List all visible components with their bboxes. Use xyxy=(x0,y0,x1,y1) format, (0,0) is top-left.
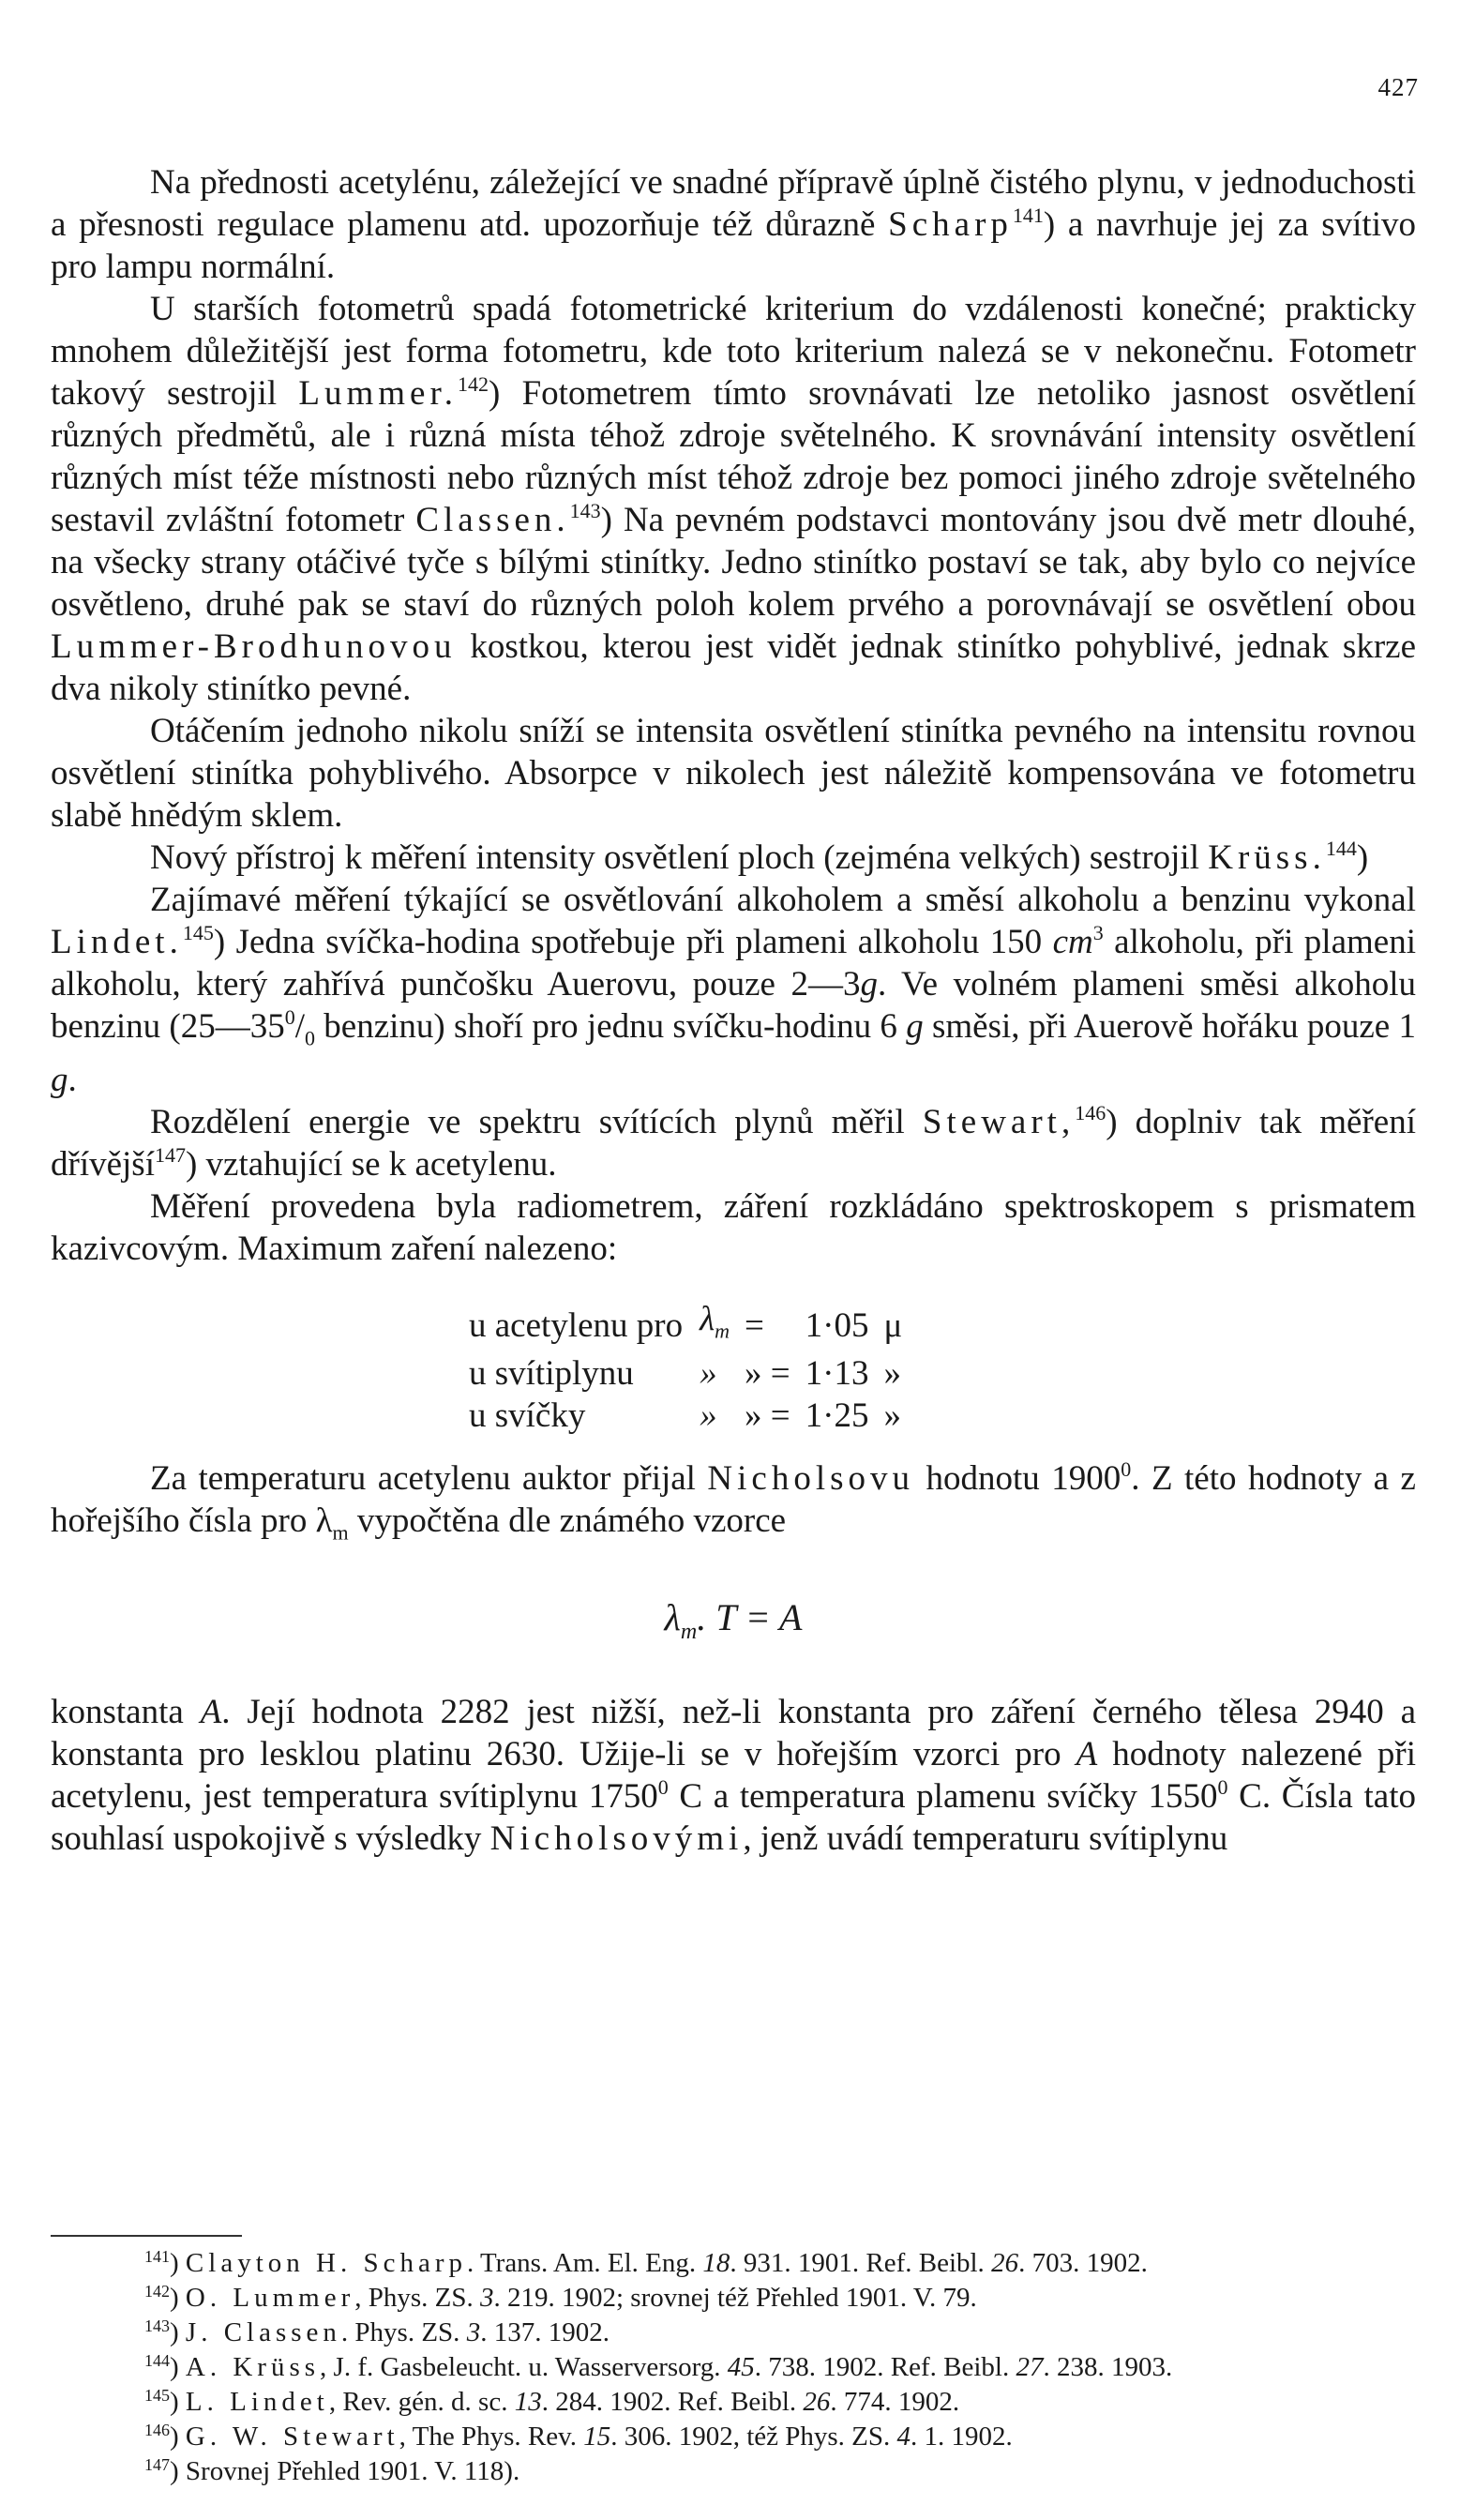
text-segment: ) Na pevném podstavci montovány jsou dvě metr dlouhé, na všecky strany otáčivé tyče s bílými stinítky. Jedno stinítko postaví se tak, aby bylo co nejvíce osvětleno, druhé pak se staví do různých poloh kolem prvého a porovnávají se osvětlení obou xyxy=(51,501,1416,624)
text-segment: Lindet. xyxy=(51,923,183,961)
footnote xyxy=(51,2385,1416,2420)
text-segment: 0 xyxy=(305,1026,316,1050)
paragraphs-after-block xyxy=(51,1457,1416,1553)
text-segment: C a temperatura plamenu svíčky 1550 xyxy=(668,1777,1218,1817)
text-segment: Clayton H. Scharp xyxy=(185,2248,467,2278)
text-segment: 141 xyxy=(144,2247,170,2266)
maxima-value-text: 1·05 xyxy=(805,1305,869,1345)
text-segment: . Trans. Am. El. Eng. xyxy=(466,2248,703,2278)
text-segment: C. Čísla tato souhlasí uspokojivě s výsledky xyxy=(51,1777,1416,1859)
paragraph xyxy=(51,1691,1416,1860)
text-segment: Otáčením jednoho nikolu sníží se intensita osvětlení stinítka pevného na intensitu rovnou osvětlení stinítka pohyblivého. Absorpce v nikolech jest náležitě kompensována ve fotometru slabě hnědým sklem. xyxy=(51,712,1416,835)
maxima-label-text: u acetylenu pro xyxy=(469,1305,684,1345)
text-segment: Nicholsovu xyxy=(707,1458,915,1498)
text-segment: . 1. 1902. xyxy=(911,2422,1013,2452)
text-segment: 3 xyxy=(466,2317,481,2347)
text-segment: , J. f. Gasbeleucht. u. Wasserversorg. xyxy=(320,2352,728,2382)
text-segment: ) doplniv tak měření dřívější xyxy=(51,1103,1416,1185)
maxima-label xyxy=(469,1395,692,1437)
text-segment: 0 xyxy=(1121,1456,1132,1481)
text-segment: 144 xyxy=(144,2351,170,2370)
text-segment: 147 xyxy=(144,2455,170,2474)
page-number: 427 xyxy=(1377,73,1419,101)
maxima-row xyxy=(469,1298,910,1351)
text-segment: . 703. 1902. xyxy=(1018,2248,1148,2278)
text-segment: 26 xyxy=(803,2387,831,2417)
text-segment: 3 xyxy=(480,2283,494,2313)
text-segment: 0 xyxy=(1217,1775,1228,1800)
paragraph xyxy=(51,837,1416,879)
text-segment: Lummer. xyxy=(298,374,459,413)
paragraph xyxy=(51,1101,1416,1185)
text-segment: Měření provedena byla radiometrem, záření rozkládáno spektroskopem s prismatem kazivcovým. Maximum zaření nalezeno: xyxy=(51,1187,1416,1269)
maxima-eq-text: » = xyxy=(745,1353,790,1393)
text-segment: kostkou, kterou jest vidět jednak stinítko pohyblivé, jednak skrze dva nikoly stinítko pevné. xyxy=(51,627,1416,708)
maxima-value xyxy=(798,1352,877,1395)
text-segment: Nový přístroj k měření intensity osvětlení ploch (zejména velkých) sestrojil xyxy=(150,838,1209,877)
text-segment: 146 xyxy=(144,2421,170,2439)
text-segment: 145 xyxy=(182,921,214,944)
text-segment: 143 xyxy=(144,2316,170,2335)
maxima-unit xyxy=(876,1298,910,1351)
formula-sub: m xyxy=(680,1620,698,1645)
text-segment: ) Jedna svíčka-hodina spotřebuje při plameni alkoholu 150 xyxy=(213,923,1053,961)
text-segment: . Ve volném plameni směsi alkoholu benzinu (25—35 xyxy=(51,965,1416,1046)
text-segment: ) xyxy=(170,2317,186,2347)
text-segment: ) xyxy=(170,2248,186,2278)
maxima-eq-text: = xyxy=(745,1305,764,1345)
maxima-label-text: u svítiplynu xyxy=(469,1353,634,1393)
maxima-unit-text: » xyxy=(883,1353,901,1393)
text-segment: . 137. 1902. xyxy=(480,2317,610,2347)
footnote-rule xyxy=(51,2235,242,2237)
paragraph xyxy=(51,1457,1416,1553)
text-segment: , Phys. ZS. xyxy=(354,2283,480,2313)
text-segment: Nicholsovými xyxy=(489,1819,744,1859)
footnote xyxy=(51,2281,1416,2316)
paragraph xyxy=(51,288,1416,710)
maxima-eq xyxy=(737,1352,798,1395)
text-segment: 45 xyxy=(727,2352,755,2382)
text-segment: J. Classen xyxy=(185,2317,341,2347)
footnote xyxy=(51,2420,1416,2454)
text-segment: směsi, při Auerově hořáku pouze 1 xyxy=(923,1007,1416,1046)
maxima-symbol-text: λ xyxy=(700,1300,715,1339)
text-segment: 142 xyxy=(144,2282,170,2301)
text-segment: ) vztahující se k acetylenu. xyxy=(185,1145,557,1185)
maxima-eq xyxy=(737,1298,798,1351)
text-segment: 13 xyxy=(514,2387,542,2417)
maxima-unit xyxy=(876,1395,910,1437)
text-segment: 142 xyxy=(458,372,489,396)
paragraphs-block xyxy=(51,161,1416,1270)
text-segment: A xyxy=(200,1693,222,1732)
text-segment: . 306. 1902, též Phys. ZS. xyxy=(610,2422,897,2452)
text-segment: A xyxy=(1076,1735,1098,1774)
formula xyxy=(51,1596,1416,1653)
text-segment: U starších fotometrů spadá fotometrické kriterium do vzdálenosti konečné; prakticky mnohem důležitější jest forma fotometru, kde toto kriterium nalezá se v nekonečnu. Fotometr takový sestrojil xyxy=(51,290,1416,413)
text-segment: ) a navrhuje jej za svítivo pro lampu normální. xyxy=(51,205,1416,286)
maxima-unit-text: » xyxy=(883,1396,901,1435)
text-segment: 145 xyxy=(144,2386,170,2405)
text-segment: , Rev. gén. d. sc. xyxy=(328,2387,515,2417)
text-segment: . 738. 1902. Ref. Beibl. xyxy=(754,2352,1016,2382)
text-segment: Za temperaturu acetylenu auktor přijal xyxy=(150,1458,708,1498)
text-segment: konstanta xyxy=(51,1693,201,1732)
maxima-symbol-text: » xyxy=(700,1353,717,1393)
maxima-value xyxy=(798,1298,877,1351)
text-segment: ) Srovnej Přehled 1901. V. 118). xyxy=(170,2456,520,2486)
text-segment: 4 xyxy=(896,2422,911,2452)
text-segment: . 774. 1902. xyxy=(830,2387,960,2417)
text-segment: , jenž uvádí temperaturu svítiplynu xyxy=(743,1819,1228,1859)
paragraph xyxy=(51,1185,1416,1270)
formula-rest: . T = A xyxy=(697,1596,803,1639)
text-segment: . 284. 1902. Ref. Beibl. xyxy=(541,2387,804,2417)
text-segment: 26 xyxy=(991,2248,1019,2278)
text-segment: Scharp xyxy=(888,205,1013,244)
maxima-table xyxy=(469,1298,910,1436)
text-segment: g xyxy=(906,1007,924,1046)
text-segment: 146 xyxy=(1075,1101,1106,1125)
text-segment: Rozdělení energie ve spektru svítících plynů měřil xyxy=(150,1103,923,1142)
text-segment: ) xyxy=(170,2387,186,2417)
maxima-unit xyxy=(876,1352,910,1395)
text-segment: 147 xyxy=(154,1143,186,1168)
maxima-label xyxy=(469,1352,692,1395)
footnote xyxy=(51,2454,1416,2489)
text-segment: . 238. 1903. xyxy=(1043,2352,1173,2382)
main-text xyxy=(51,161,1416,1860)
text-segment: Zajímavé měření týkající se osvětlování alkoholem a směsí alkoholu a benzinu vykonal xyxy=(150,881,1416,919)
text-segment: O. Lummer xyxy=(185,2283,355,2313)
text-segment: . Phys. ZS. xyxy=(340,2317,467,2347)
maxima-value-text: 1·25 xyxy=(805,1396,869,1435)
text-segment: G. W. Stewart xyxy=(185,2422,399,2452)
text-segment: 144 xyxy=(1325,837,1357,860)
text-segment: . xyxy=(68,1061,77,1100)
maxima-symbol xyxy=(692,1395,737,1437)
maxima-value xyxy=(798,1395,877,1437)
text-segment: 0 xyxy=(284,1005,295,1029)
text-segment: hodnotu 1900 xyxy=(914,1458,1121,1498)
paragraph xyxy=(51,161,1416,288)
text-segment: . 931. 1901. Ref. Beibl. xyxy=(730,2248,992,2278)
text-segment: alkoholu, při plameni alkoholu, který zahřívá punčošku Auerovu, pouze 2—3 xyxy=(51,923,1416,1003)
text-segment: Krüss. xyxy=(1208,838,1326,877)
text-segment: . 219. 1902; srovnej též Přehled 1901. V. 79. xyxy=(493,2283,977,2313)
footnote xyxy=(51,2350,1416,2385)
text-segment: Na přednosti acetylénu, záležející ve snadné přípravě úplně čistého plynu, v jednoduchosti a přesnosti regulace plamenu atd. upozorňuje též důrazně xyxy=(51,163,1416,244)
text-segment: 18 xyxy=(702,2248,730,2278)
maxima-value-text: 1·13 xyxy=(805,1353,869,1393)
text-segment: benzinu) shoří pro jednu svíčku-hodinu 6 xyxy=(315,1007,907,1046)
paragraphs-final-block xyxy=(51,1691,1416,1860)
maxima-eq-text: » = xyxy=(745,1396,790,1435)
maxima-symbol-text: » xyxy=(700,1396,717,1435)
text-segment: ) xyxy=(1356,838,1369,877)
text-segment: vypočtěna dle známého vzorce xyxy=(348,1501,787,1540)
footnotes xyxy=(51,2246,1416,2489)
maxima-sub-text: m xyxy=(715,1319,730,1343)
text-segment: ) Fotometrem tímto srovnávati lze netoliko jasnost osvětlení různých předmětů, ale i různá místa téhož zdroje světelného. K srovnávání intensity osvětlení různých míst téže místnosti nebo různých míst téhož zdroje bez pomoci jiného zdroje světelného sestavil zvláštní fotometr xyxy=(51,374,1416,539)
text-segment: ) xyxy=(170,2422,186,2452)
text-segment: 0 xyxy=(657,1775,669,1800)
text-segment: 15 xyxy=(583,2422,611,2452)
footnote xyxy=(51,2316,1416,2350)
text-segment: L. Lindet xyxy=(185,2387,329,2417)
text-segment: Classen. xyxy=(415,501,570,539)
maxima-label-text: u svíčky xyxy=(469,1396,586,1435)
formula-symbol: λ xyxy=(664,1596,681,1639)
maxima-unit-text: μ xyxy=(883,1305,903,1345)
maxima-symbol xyxy=(692,1352,737,1395)
text-segment: Stewart, xyxy=(922,1103,1076,1142)
text-segment: 143 xyxy=(569,499,601,522)
text-segment: g xyxy=(51,1061,68,1100)
maxima-symbol xyxy=(692,1298,737,1351)
text-segment: , The Phys. Rev. xyxy=(399,2422,584,2452)
text-segment: 3 xyxy=(1092,921,1104,944)
paragraph xyxy=(51,879,1416,1101)
text-segment: hodnoty nalezené při acetylenu, jest temperatura svítiplynu 1750 xyxy=(51,1735,1416,1817)
maxima-row xyxy=(469,1352,910,1395)
text-segment: A. Krüss xyxy=(185,2352,321,2382)
text-segment: m xyxy=(332,1520,349,1545)
text-segment: 141 xyxy=(1012,204,1044,227)
text-segment: . Její hodnota 2282 jest nižší, než-li konstanta pro záření černého tělesa 2940 a konstanta pro lesklou platinu 2630. Užije-li se v hořejším vzorci pro xyxy=(51,1693,1416,1774)
text-segment: Lummer-Brodhunovou xyxy=(51,627,457,666)
text-segment: g xyxy=(860,965,878,1003)
maxima-eq xyxy=(737,1395,798,1437)
paragraph xyxy=(51,710,1416,837)
text-segment: . Z této hodnoty a z hořejšího čísla pro λ xyxy=(51,1458,1416,1540)
maxima-row xyxy=(469,1395,910,1437)
text-segment: cm xyxy=(1052,923,1093,961)
text-segment: ) xyxy=(170,2283,186,2313)
footnote xyxy=(51,2246,1416,2281)
maxima-label xyxy=(469,1298,692,1351)
text-segment: / xyxy=(294,1007,306,1046)
text-segment: 27 xyxy=(1016,2352,1044,2382)
text-segment: ) xyxy=(170,2352,186,2382)
